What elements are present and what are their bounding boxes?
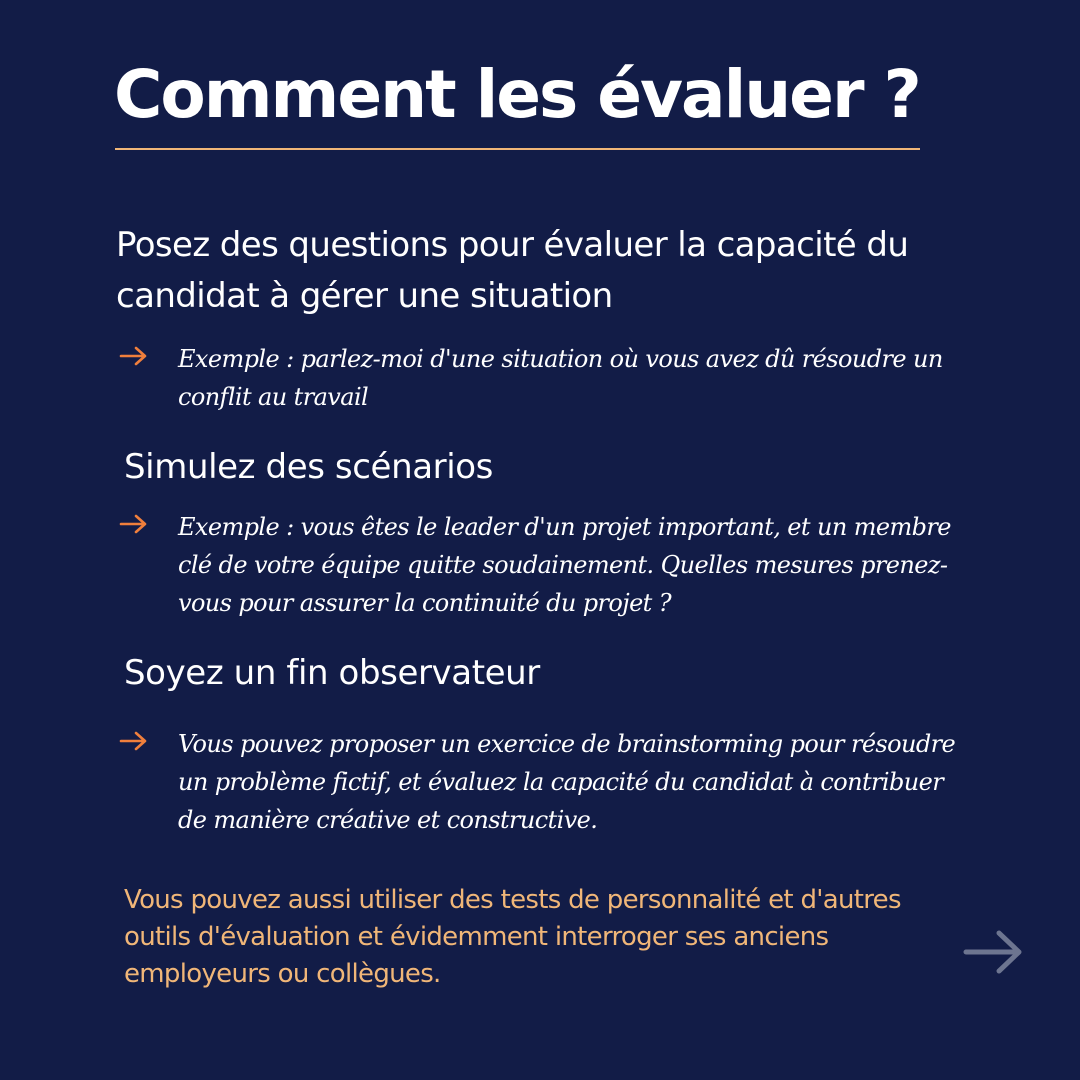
bullet-text: Exemple : vous êtes le leader d'un projet important, et un membre clé de votre équipe quitte soudainement. Quelles mesures prenez-vous pour assurer la continuité du projet ? <box>178 513 951 617</box>
lead-heading: Posez des questions pour évaluer la capacité du candidat à gérer une situation <box>116 225 909 316</box>
bullet-text: Vous pouvez proposer un exercice de brainstorming pour résoudre un problème fictif, et évaluez la capacité du candidat à contribuer de manière créative et constructive. <box>178 730 956 834</box>
outro-text: Vous pouvez aussi utiliser des tests de personnalité et d'autres outils d'évaluation et évidemment interroger ses anciens employeurs ou collègues. <box>124 885 901 989</box>
arrow-right-icon <box>118 345 150 367</box>
arrow-right-icon <box>118 513 150 535</box>
arrow-right-icon <box>118 730 150 752</box>
bullet-item <box>118 508 978 622</box>
bullet-text: Exemple : parlez-moi d'une situation où vous avez dû résoudre un conflit au travail <box>178 345 943 411</box>
next-arrow-icon[interactable] <box>962 928 1026 976</box>
title-underline <box>115 148 920 150</box>
bullet-item <box>118 725 978 839</box>
section-heading-scenarios: Simulez des scénarios <box>124 447 493 487</box>
bullet-item <box>118 340 978 416</box>
section-heading-observer: Soyez un fin observateur <box>124 653 540 693</box>
page-title: Comment les évaluer ? <box>114 56 920 133</box>
